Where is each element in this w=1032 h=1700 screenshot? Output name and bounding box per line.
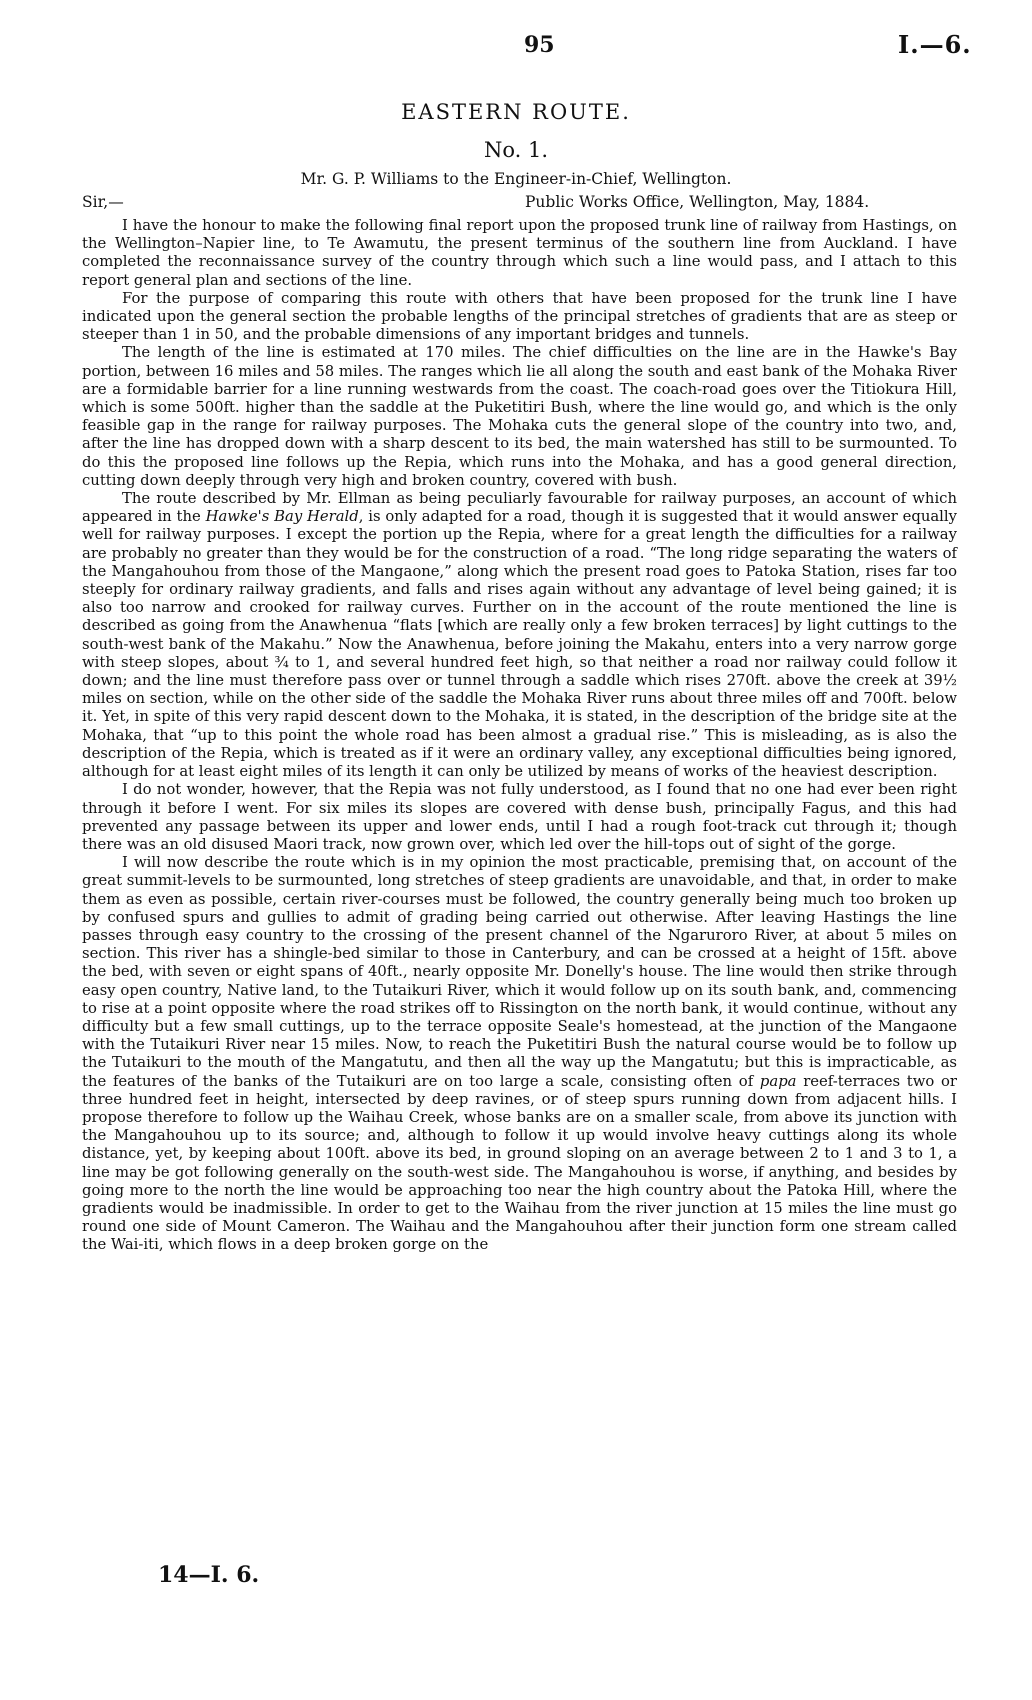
newspaper-title: Hawke's Bay Herald bbox=[205, 508, 359, 526]
signature-mark: 14—I. 6. bbox=[158, 1562, 260, 1588]
paragraph-text: reef-terraces two or three hundred feet in height, intersected by deep ravines, or of steep spurs running down from adjacent hills. I propose therefore to follow up the Waihau Creek, whose banks are on a smaller scale, from above its junction with the Mangahouhou up to its source; and, although to follow it up would involve heavy cuttings along its whole distance, yet, by keeping about 100ft. above its bed, in ground sloping on an average between 2 to 1 and 3 to 1, a line may be got following generally on the south-west side. The Mangahouhou is worse, if anything, and besides by going more to the north the line would be approaching too near the high country about the Patoka Hill, where the gradients would be inadmissible. In order to get to the Waihau from the river junction at 15 miles the line must go round one side of Mount Cameron. The Waihau and the Mangahouhou after their junction form one stream called the Wai-iti, which flows in a deep broken gorge on the bbox=[82, 1072, 957, 1254]
paragraph-text: I will now describe the route which is in my opinion the most practicable, premising that, on account of the great summit-levels to be surmounted, long stretches of steep gradients are unavoidable, and that, in order to make them as even as possible, certain river-courses must be followed, the country generally being much too broken up by confused spurs and gullies to admit of grading being carried out otherwise. After leaving Hastings the line passes through easy country to the crossing of the present channel of the Ngaruroro River, at about 5 miles on section. This river has a shingle-bed similar to those in Canterbury, and can be crossed at a height of 15ft. above the bed, with seven or eight spans of 40ft., nearly opposite Mr. Donelly's house. The line would then strike through easy open country, Native land, to the Tutaikuri River, which it would follow up on its south bank, and, commencing to rise at a point opposite where the road strikes off to Rissington on the north bank, it would continue, without any difficulty but a few small cuttings, up to the terrace opposite Seale's homestead, at the junction of the Mangaone with the Tutaikuri River near 15 miles. Now, to reach the Puketitiri Bush the natural course would be to follow up the Tutaikuri to the mouth of the Mangatutu, and then all the way up the Mangatutu; but this is impracticable, as the features of the banks of the Tutaikuri are on too large a scale, consisting often of bbox=[82, 854, 957, 1090]
paragraph: For the purpose of comparing this route with others that have been proposed for the trunk line I have indicated upon the general section the probable lengths of the principal stretches of gradients that are as steep or steeper than 1 in 50, and the probable dimensions of any important bridges and tunnels. bbox=[82, 289, 957, 344]
paragraph bbox=[82, 854, 957, 1254]
paragraph: I do not wonder, however, that the Repia was not fully understood, as I found that no one had ever been right through it before I went. For six miles its slopes are covered with dense bush, principally Fagus, and this had prevented any passage between its upper and lower ends, until I had a rough foot-track cut through it; though there was an old disused Maori track, now grown over, which led over the hill-tops out of sight of the gorge. bbox=[82, 781, 957, 853]
dateline: Public Works Office, Wellington, May, 1884. bbox=[525, 193, 870, 211]
paragraph bbox=[82, 490, 957, 781]
paragraph-text: , is only adapted for a road, though it is suggested that it would answer equally well for railway purposes. I except the portion up the Repia, where for a great length the difficulties for a railway are probably no greater than they would be for the construction of a road. “The long ridge separating the waters of the Mangahouhou from those of the Mangaone,” along which the present road goes to Patoka Station, rises far too steeply for ordinary railway gradients, and falls and rises again without any advantage of level being gained; it is also too narrow and crooked for railway curves. Further on in the account of the route mentioned the line is described as going from the Anawhenua “flats [which are really only a few broken terraces] by light cuttings to the south-west bank of the Makahu.” Now the Anawhenua, before joining the Makahu, enters into a very narrow gorge with steep slopes, about ¾ to 1, and several hundred feet high, so that neither a road nor railway could follow it down; and the line must therefore pass over or tunnel through a saddle which rises 270ft. above the creek at 39½ miles on section, while on the other side of the saddle the Mohaka River runs about three miles off and 700ft. below it. Yet, in spite of this very rapid descent down to the Mohaka, it is stated, in the description of the bridge site at the Mohaka, that “up to this point the whole road has been almost a gradual rise.” This is misleading, as is also the description of the Repia, which is treated as if it were an ordinary valley, any exceptional difficulties being ignored, although for at least eight miles of its length it can only be utilized by means of works of the heaviest description. bbox=[82, 508, 958, 781]
italic-term: papa bbox=[759, 1072, 797, 1090]
letter-number: No. 1. bbox=[483, 138, 549, 162]
document-reference: I.—6. bbox=[898, 30, 972, 59]
paragraph: I have the honour to make the following final report upon the proposed trunk line of railway from Hastings, on the Wellington–Napier line, to Te Awamutu, the present terminus of the southern line from Auckland. I have completed the reconnaissance survey of the country through which such a line would pass, and I attach to this report general plan and sections of the line. bbox=[82, 217, 957, 289]
salutation: Sir,— bbox=[82, 193, 124, 211]
letter-heading: Mr. G. P. Williams to the Engineer-in-Chief, Wellington. bbox=[300, 170, 732, 188]
paragraph-text: The route described by Mr. Ellman as being peculiarly favourable for railway purposes, an account of which appeared in the bbox=[82, 490, 957, 526]
section-title: EASTERN ROUTE. bbox=[401, 100, 631, 124]
report-body bbox=[82, 217, 957, 1255]
page-number: 95 bbox=[524, 32, 555, 58]
paragraph: The length of the line is estimated at 170 miles. The chief difficulties on the line are in the Hawke's Bay portion, between 16 miles and 58 miles. The ranges which lie all along the south and east bank of the Mohaka River are a formidable barrier for a line running westwards from the coast. The coach-road goes over the Titiokura Hill, which is some 500ft. higher than the saddle at the Puketitiri Bush, where the line would go, and which is the only feasible gap in the range for railway purposes. The Mohaka cuts the general slope of the country into two, and, after the line has dropped down with a sharp descent to its bed, the main watershed has still to be surmounted. To do this the proposed line follows up the Repia, which runs into the Mohaka, and has a good general direction, cutting down deeply through very high and broken country, covered with bush. bbox=[82, 344, 957, 489]
